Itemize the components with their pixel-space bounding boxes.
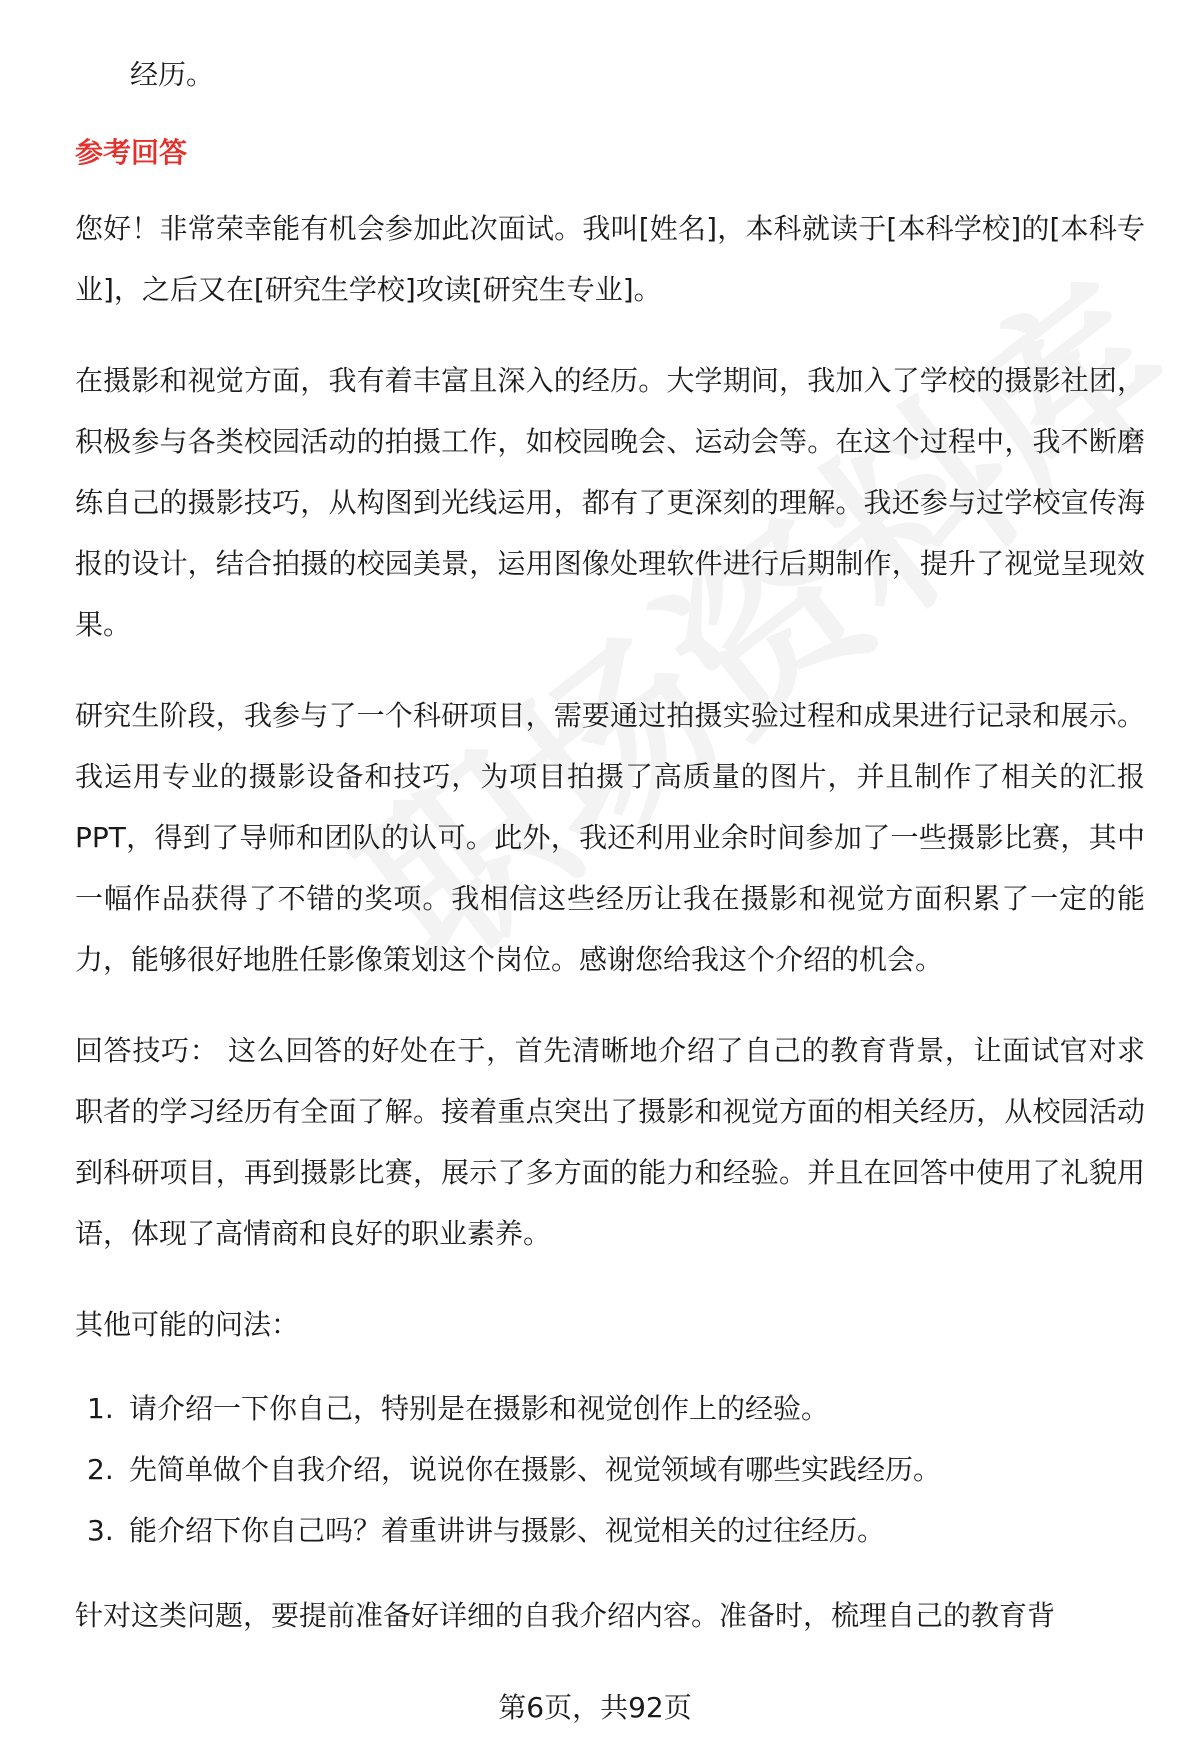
- list-item-text: 请介绍一下你自己，特别是在摄影和视觉创作上的经验。: [129, 1392, 830, 1425]
- list-item-number: 2.: [87, 1453, 114, 1486]
- list-item: [87, 1439, 1145, 1500]
- list-item: [87, 1500, 1145, 1561]
- continuation-text: 经历。: [130, 58, 215, 91]
- alternatives-list: [75, 1378, 1145, 1561]
- list-item-text: 先简单做个自我介绍，说说你在摄影、视觉领域有哪些实践经历。: [129, 1453, 942, 1486]
- list-item-text: 能介绍下你自己吗？着重讲讲与摄影、视觉相关的过往经历。: [129, 1514, 886, 1547]
- list-item: [87, 1378, 1145, 1439]
- answer-paragraph-1: 您好！非常荣幸能有机会参加此次面试。我叫[姓名]，本科就读于[本科学校]的[本科专业]，之后又在[研究生学校]攻读[研究生专业]。: [75, 212, 1145, 306]
- list-item-number: 1.: [87, 1392, 114, 1425]
- answer-paragraph-2: 在摄影和视觉方面，我有着丰富且深入的经历。大学期间，我加入了学校的摄影社团，积极参与各类校园活动的拍摄工作，如校园晚会、运动会等。在这个过程中，我不断磨练自己的摄影技巧，从构图到光线运用，都有了更深刻的理解。我还参与过学校宣传海报的设计，结合拍摄的校园美景，运用图像处理软件进行后期制作，提升了视觉呈现效果。: [75, 364, 1145, 641]
- page-number-footer: 第6页，共92页: [498, 1691, 692, 1724]
- answer-paragraph-3: 研究生阶段，我参与了一个科研项目，需要通过拍摄实验过程和成果进行记录和展示。我运用专业的摄影设备和技巧，为项目拍摄了高质量的图片，并且制作了相关的汇报PPT，得到了导师和团队的认可。此外，我还利用业余时间参加了一些摄影比赛，其中一幅作品获得了不错的奖项。我相信这些经历让我在摄影和视觉方面积累了一定的能力，能够很好地胜任影像策划这个岗位。感谢您给我这个介绍的机会。: [75, 699, 1145, 976]
- alternatives-label: 其他可能的问法：: [75, 1308, 300, 1341]
- section-heading: 参考回答: [75, 136, 188, 169]
- tips-paragraph: 回答技巧： 这么回答的好处在于，首先清晰地介绍了自己的教育背景，让面试官对求职者的学习经历有全面了解。接着重点突出了摄影和视觉方面的相关经历，从校园活动到科研项目，再到摄影比赛，展示了多方面的能力和经验。并且在回答中使用了礼貌用语，体现了高情商和良好的职业素养。: [75, 1034, 1145, 1250]
- page-content: [75, 44, 1145, 1646]
- closing-paragraph: 针对这类问题，要提前准备好详细的自我介绍内容。准备时，梳理自己的教育背: [75, 1599, 1056, 1632]
- list-item-number: 3.: [87, 1514, 114, 1547]
